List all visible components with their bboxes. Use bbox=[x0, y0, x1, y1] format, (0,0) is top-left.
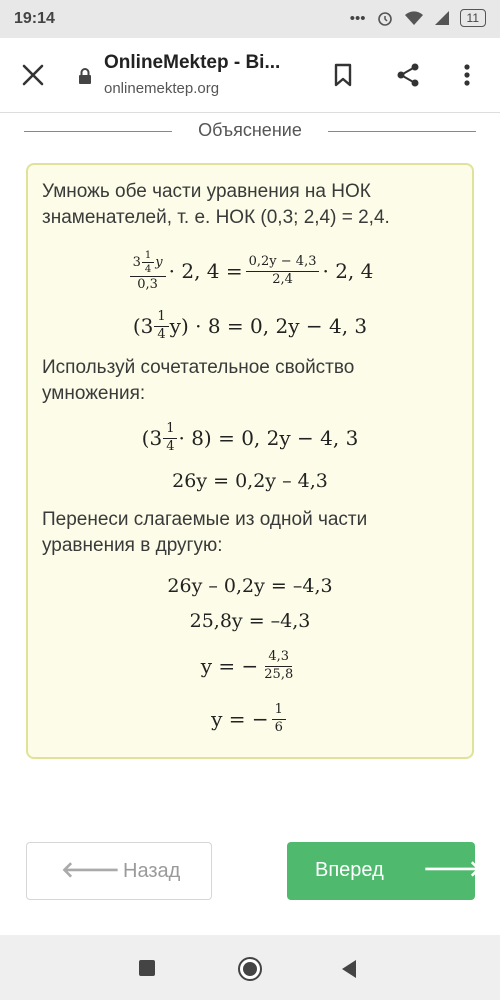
section-label: Объяснение bbox=[198, 120, 302, 140]
more-vert-icon bbox=[463, 63, 471, 87]
system-nav-bar bbox=[0, 935, 500, 1000]
page-url: onlinemektep.org bbox=[104, 80, 220, 97]
status-time: 19:14 bbox=[14, 10, 55, 27]
signal-icon bbox=[434, 10, 450, 26]
equation-1: 3 $\frac{1}{4}$ y 0,3 · 2, 4 = $\frac{0,2y - 4,3}{2,4}$ · 2, 4 bbox=[42, 243, 458, 299]
back-button[interactable] bbox=[26, 842, 212, 900]
equation-5: 26y – 0,2y = –4,3 bbox=[167, 575, 333, 597]
equation-2: (3 $\frac{1}{4}$ y) · 8 = 0, 2y − 4, 3 bbox=[132, 309, 368, 342]
menu-button[interactable] bbox=[452, 60, 482, 90]
more-dots-icon: ••• bbox=[349, 9, 366, 27]
wifi-icon bbox=[404, 10, 424, 26]
equation-1-left-fraction: 3 $\frac{1}{4}$ y 0,3 bbox=[130, 250, 166, 292]
back-nav-icon[interactable] bbox=[340, 958, 358, 980]
divider-line-right bbox=[328, 131, 476, 132]
arrow-left-icon: 🡐 bbox=[61, 857, 120, 882]
bookmark-button[interactable] bbox=[328, 60, 358, 90]
equation-3: (3 $\frac{1}{4}$ · 8) = 0, 2y − 4, 3 bbox=[141, 421, 359, 454]
explanation-box bbox=[26, 163, 474, 759]
next-button[interactable] bbox=[287, 842, 482, 900]
bookmark-icon bbox=[333, 63, 353, 87]
battery-icon: 11 bbox=[460, 9, 486, 27]
equation-8: y = − $\frac{1}{6}$ bbox=[42, 695, 458, 743]
recent-apps-icon[interactable] bbox=[138, 959, 156, 977]
share-button[interactable] bbox=[393, 60, 423, 90]
explanation-step-2: Используй сочетательное свойство умножения: bbox=[42, 357, 355, 404]
share-icon bbox=[395, 62, 421, 88]
back-button-label: Назад bbox=[123, 860, 181, 882]
explanation-step-1: Умножь обе части уравнения на НОК знаменателей, т. е. НОК (0,3; 2,4) = 2,4. bbox=[42, 181, 390, 228]
section-divider bbox=[24, 118, 476, 144]
lock-icon bbox=[78, 68, 92, 84]
home-icon[interactable] bbox=[236, 955, 264, 983]
equation-4: 26y = 0,2y – 4,3 bbox=[172, 470, 328, 492]
equation-6: 25,8y = –4,3 bbox=[189, 610, 311, 632]
page-title: OnlineMektep - Bi... bbox=[104, 52, 281, 73]
status-icons bbox=[350, 9, 486, 27]
arrow-right-icon: 🡒 bbox=[423, 856, 482, 881]
browser-header bbox=[0, 38, 500, 113]
next-button-label: Вперед bbox=[315, 859, 384, 881]
explanation-step-3: Перенеси слагаемые из одной части уравнения в другую: bbox=[42, 509, 368, 556]
alarm-icon bbox=[376, 9, 394, 27]
close-icon[interactable] bbox=[20, 62, 46, 88]
status-bar bbox=[0, 0, 500, 38]
equation-1-right-fraction: $\frac{0,2y - 4,3}{2,4}$ bbox=[246, 255, 320, 287]
equation-7: y = − $\frac{4,3}{25,8}$ bbox=[200, 649, 294, 682]
